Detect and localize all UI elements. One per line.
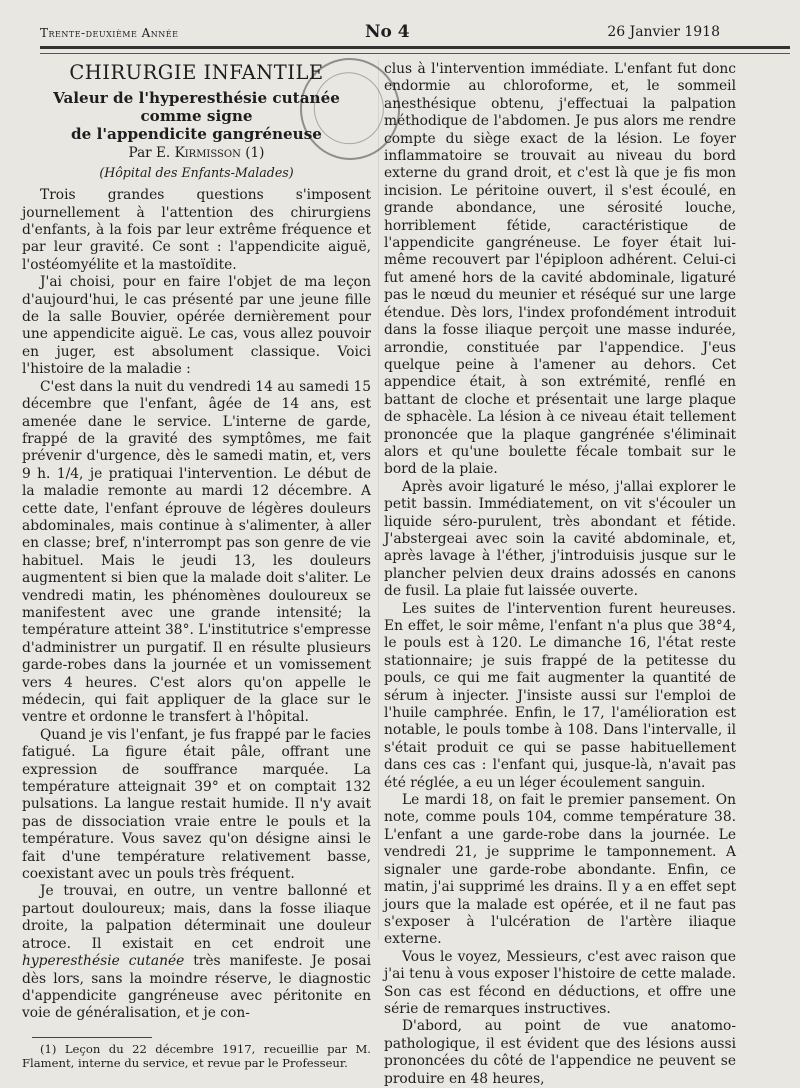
header-rule: [40, 46, 790, 54]
section-title: CHIRURGIE INFANTILE: [69, 61, 324, 84]
footnote-marker: (1): [240, 145, 265, 162]
article-title-line-2: de l'appendicite gangréneuse: [71, 125, 322, 144]
paragraph: Les suites de l'intervention furent heureuses. En effet, le soir même, l'enfant n'a plus que 38°4, le pouls est à 120. Le dimanche 16, l'état reste stationnaire; je suis frappé de la petitesse du pouls, ce qui me fait augmenter la quantité de sérum à injecter. J'insiste aussi sur l'emploi de l'huile camphrée. Enfin, le 17, l'amélioration est notable, le pouls tombe à 108. Dans l'intervalle, il s'était produit ce qui se passe habituellement dans ces cas : l'enfant qui, jusque-là, n'avait pas été réglée, a eu un léger écoulement sanguin.: [384, 600, 736, 791]
emphasis: hyperesthésie cutanée: [22, 953, 185, 970]
footnote-rule: [32, 1037, 152, 1038]
paragraph: Quand je vis l'enfant, je fus frappé par le facies fatigué. La figure était pâle, offrant une expression de souffrance marquée. La température atteignait 39° et on comptait 132 pulsations. La langue restait humide. Il n'y avait pas de dissociation vraie entre le pouls et la température. Vous savez qu'on désigne ainsi le fait d'une température relativement basse, coexistant avec un pouls très fréquent.: [22, 726, 371, 883]
author-name: Kirmisson: [174, 145, 241, 162]
paragraph-text: très manifeste. Je posai dès lors, sans la moindre réserve, le diagnostic d'appendicite gangréneuse avec péritonite en voie de généralisation, et je con-: [22, 953, 371, 1022]
right-column: [384, 61, 736, 1088]
paragraph: clus à l'intervention immédiate. L'enfant fut donc endormie au chloroforme, et, le sommeil anesthésique obtenu, j'effectuai la palpation méthodique de l'abdomen. Je pus alors me rendre compte du siège exact de la lésion. Le foyer inflammatoire se trouvait au niveau du bord externe du grand droit, et c'est là que je fis mon incision. Le péritoine ouvert, il s'est écoulé, en grande abondance, une sérosité louche, horriblement fétide, caractéristique de l'appendicite gangréneuse. Le foyer était lui-même recouvert par l'épiploon adhérent. Celui-ci fut amené hors de la cavité abdominale, ligaturé pas le nœud du meunier et réséqué sur une large étendue. Dès lors, l'index profondément introduit dans la fosse iliaque perçoit une masse indurée, arrondie, constituée par l'appendice. J'eus quelque peine à l'amener au dehors. Cet appendice était, à son extrémité, renflé en battant de cloche et présentait une large plaque de sphacèle. La lésion à ce niveau était tellement prononcée que la plaque gangrénée s'éliminait alors et qu'une boulette fécale tombait sur le bord de la plaie.: [384, 61, 736, 478]
issue-number: No 4: [365, 22, 410, 42]
article-title: [22, 89, 371, 143]
footnote: (1) Leçon du 22 décembre 1917, recueillie par M. Flament, interne du service, et revue par le Professeur.: [22, 1041, 371, 1070]
issue-date: 26 Janvier 1918: [607, 24, 720, 40]
paragraph: Vous le voyez, Messieurs, c'est avec raison que j'ai tenu à vous exposer l'histoire de cette malade. Son cas est fécond en déductions, et offre une série de remarques instructives.: [384, 948, 736, 1017]
paragraph: J'ai choisi, pour en faire l'objet de ma leçon d'aujourd'hui, le cas présenté par une jeune fille de la salle Bouvier, opérée dernièrement pour une appendicite aiguë. Le cas, vous allez pouvoir en juger, est absolument classique. Voici l'histoire de la maladie :: [22, 274, 371, 378]
column-separator: [378, 60, 379, 940]
paragraph: [22, 883, 371, 1022]
paragraph: Le mardi 18, on fait le premier pansement. On note, comme pouls 104, comme température 38. L'enfant a une garde-robe dans la journée. Le vendredi 21, je supprime le tamponnement. A signaler une garde-robe abondante. Enfin, ce matin, j'ai supprimé les drains. Il y a en effet sept jours que la malade est opérée, et il ne faut pas s'exposer à l'ulcération de l'artère iliaque externe.: [384, 792, 736, 948]
byline-prefix: Par E.: [128, 145, 175, 162]
byline: [22, 145, 371, 162]
paragraph-text: Je trouvai, en outre, un ventre ballonné et partout douloureux; mais, dans la fosse iliaque droite, la palpation déterminait une douleur atroce. Il existait en cet endroit une: [22, 883, 371, 952]
running-header: [40, 22, 720, 44]
article-title-line-1: Valeur de l'hyperesthésie cutanée comme signe: [53, 89, 340, 126]
paragraph: C'est dans la nuit du vendredi 14 au samedi 15 décembre que l'enfant, âgée de 14 ans, est amenée dane le service. L'interne de garde, frappé de la gravité des symptômes, me fait prévenir d'urgence, dès le samedi matin, et, vers 9 h. 1/4, je pratiquai l'intervention. Le début de la maladie remonte au mardi 12 décembre. A cette date, l'enfant éprouve de légères douleurs abdominales, mais continue à s'alimenter, à aller en classe; bref, n'interrompt pas son genre de vie habituel. Mais le jeudi 13, les douleurs augmentent si bien que la malade doit s'aliter. Le vendredi matin, les phénomènes douloureux se manifestent avec une grande intensité; la température atteint 38°. L'institutrice s'empresse d'administrer un purgatif. Il en résulte plusieurs garde-robes dans la journée et un vomissement vers 4 heures. C'est alors qu'on appelle le médecin, qui fait appliquer de la glace sur le ventre et ordonne le transfert à l'hôpital.: [22, 378, 371, 726]
paragraph: Après avoir ligaturé le méso, j'allai explorer le petit bassin. Immédiatement, on vit s'écouler un liquide séro-purulent, très abondant et fétide. J'abstergeai avec soin la cavité abdominale, et, après lavage à l'éther, j'introduisis jusque sur le plancher pelvien deux drains adossés en canons de fusil. La plaie fut laissée ouverte.: [384, 478, 736, 600]
paragraph: D'abord, au point de vue anatomo-pathologique, il est évident que des lésions aussi prononcées du côté de l'appendice ne peuvent se produire en 48 heures,: [384, 1018, 736, 1087]
paragraph: Trois grandes questions s'imposent journellement à l'attention des chirurgiens d'enfants, à la fois par leur extrême fréquence et par leur gravité. Ce sont : l'appendicite aiguë, l'ostéomyélite et la mastoïdite.: [22, 187, 371, 273]
volume-year: Trente-deuxième Année: [40, 26, 179, 40]
affiliation: (Hôpital des Enfants-Malades): [99, 164, 294, 180]
left-column: [22, 58, 371, 1070]
